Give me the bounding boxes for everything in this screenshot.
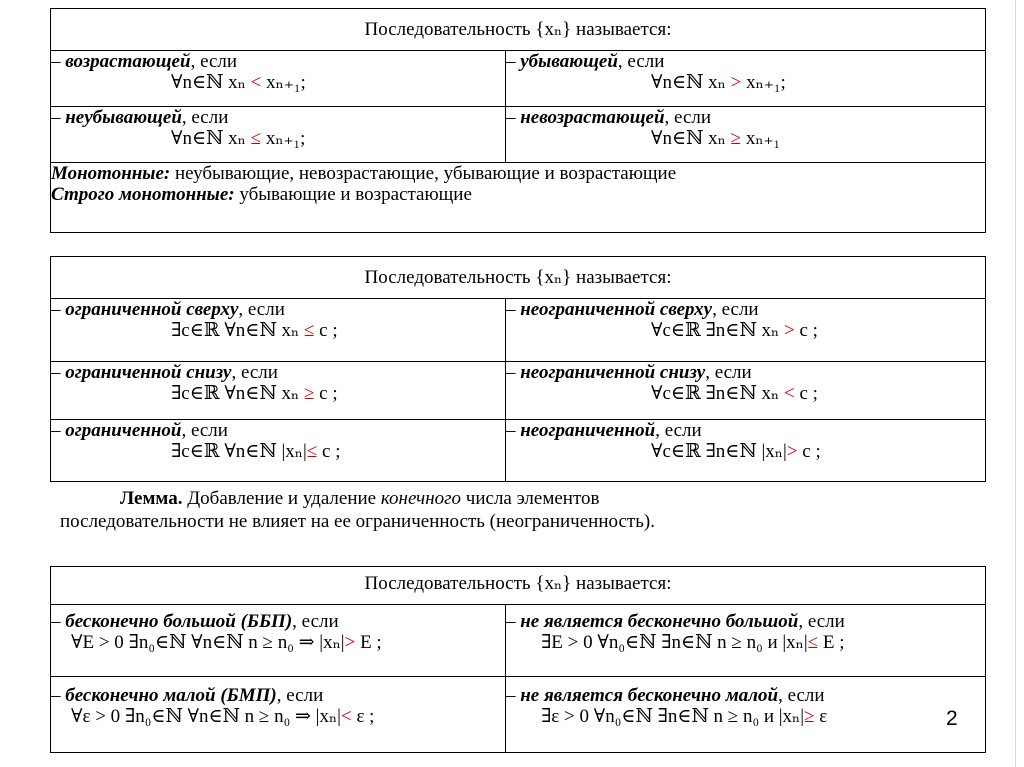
monotonic-table: [50, 8, 986, 233]
table-row: [51, 107, 986, 163]
definition-cell: – неограниченной снизу, если ∀c∈ℝ ∃n∈ℕ xₙ < c ;: [506, 362, 986, 420]
definition-cell: – бесконечно большой (ББП), если ∀E > 0 ∃n₀∈ℕ ∀n∈ℕ n ≥ n₀ ⇒ |xₙ|> E ;: [51, 605, 506, 677]
definition-cell: – бесконечно малой (БМП), если ∀ε > 0 ∃n₀∈ℕ ∀n∈ℕ n ≥ n₀ ⇒ |xₙ|< ε ;: [51, 677, 506, 753]
definition-cell: – ограниченной, если ∃c∈ℝ ∀n∈ℕ |xₙ|≤ c ;: [51, 420, 506, 482]
definition-cell: – убывающей, если ∀n∈ℕ xₙ > xₙ₊₁;: [506, 51, 986, 107]
definition-cell: – невозрастающей, если ∀n∈ℕ xₙ ≥ xₙ₊₁: [506, 107, 986, 163]
table-row: [51, 605, 986, 677]
definition-cell: – ограниченной снизу, если ∃c∈ℝ ∀n∈ℕ xₙ ≥ c ;: [51, 362, 506, 420]
definition-cell: – неограниченной, если ∀c∈ℝ ∃n∈ℕ |xₙ|> c ;: [506, 420, 986, 482]
notes-row: [51, 163, 986, 233]
table-row: [51, 51, 986, 107]
table-row: [51, 420, 986, 482]
infinite-table-header: Последовательность {xₙ} называется:: [51, 567, 986, 605]
infinite-sequence-table: [50, 566, 986, 753]
definition-cell: – не является бесконечно большой, если ∃E > 0 ∀n₀∈ℕ ∃n∈ℕ n ≥ n₀ и |xₙ|≤ E ;: [506, 605, 986, 677]
definition-cell: – не является бесконечно малой, если ∃ε > 0 ∀n₀∈ℕ ∃n∈ℕ n ≥ n₀ и |xₙ|≥ ε: [506, 677, 986, 753]
definition-cell: – ограниченной сверху, если ∃c∈ℝ ∀n∈ℕ xₙ ≤ c ;: [51, 299, 506, 362]
boundedness-table: [50, 256, 986, 482]
lemma-paragraph: Лемма. Добавление и удаление конечного числа элементов последовательности не влияет на ее ограниченность (неограниченность).: [60, 488, 655, 532]
monotonic-table-header: Последовательность {xₙ} называется:: [51, 9, 986, 51]
definition-cell: – неограниченной сверху, если ∀c∈ℝ ∃n∈ℕ xₙ > c ;: [506, 299, 986, 362]
definition-cell: – неубывающей, если ∀n∈ℕ xₙ ≤ xₙ₊₁;: [51, 107, 506, 163]
table-row: [51, 299, 986, 362]
boundedness-table-header: Последовательность {xₙ} называется:: [51, 257, 986, 299]
monotonic-notes: Монотонные: неубывающие, невозрастающие, убывающие и возрастающие Строго монотонные: убывающие и возрастающие: [51, 163, 986, 233]
table-row: [51, 677, 986, 753]
definition-cell: – возрастающей, если ∀n∈ℕ xₙ < xₙ₊₁;: [51, 51, 506, 107]
page-number: 2: [946, 707, 958, 730]
slide-right-edge: [1015, 0, 1024, 767]
table-row: [51, 362, 986, 420]
